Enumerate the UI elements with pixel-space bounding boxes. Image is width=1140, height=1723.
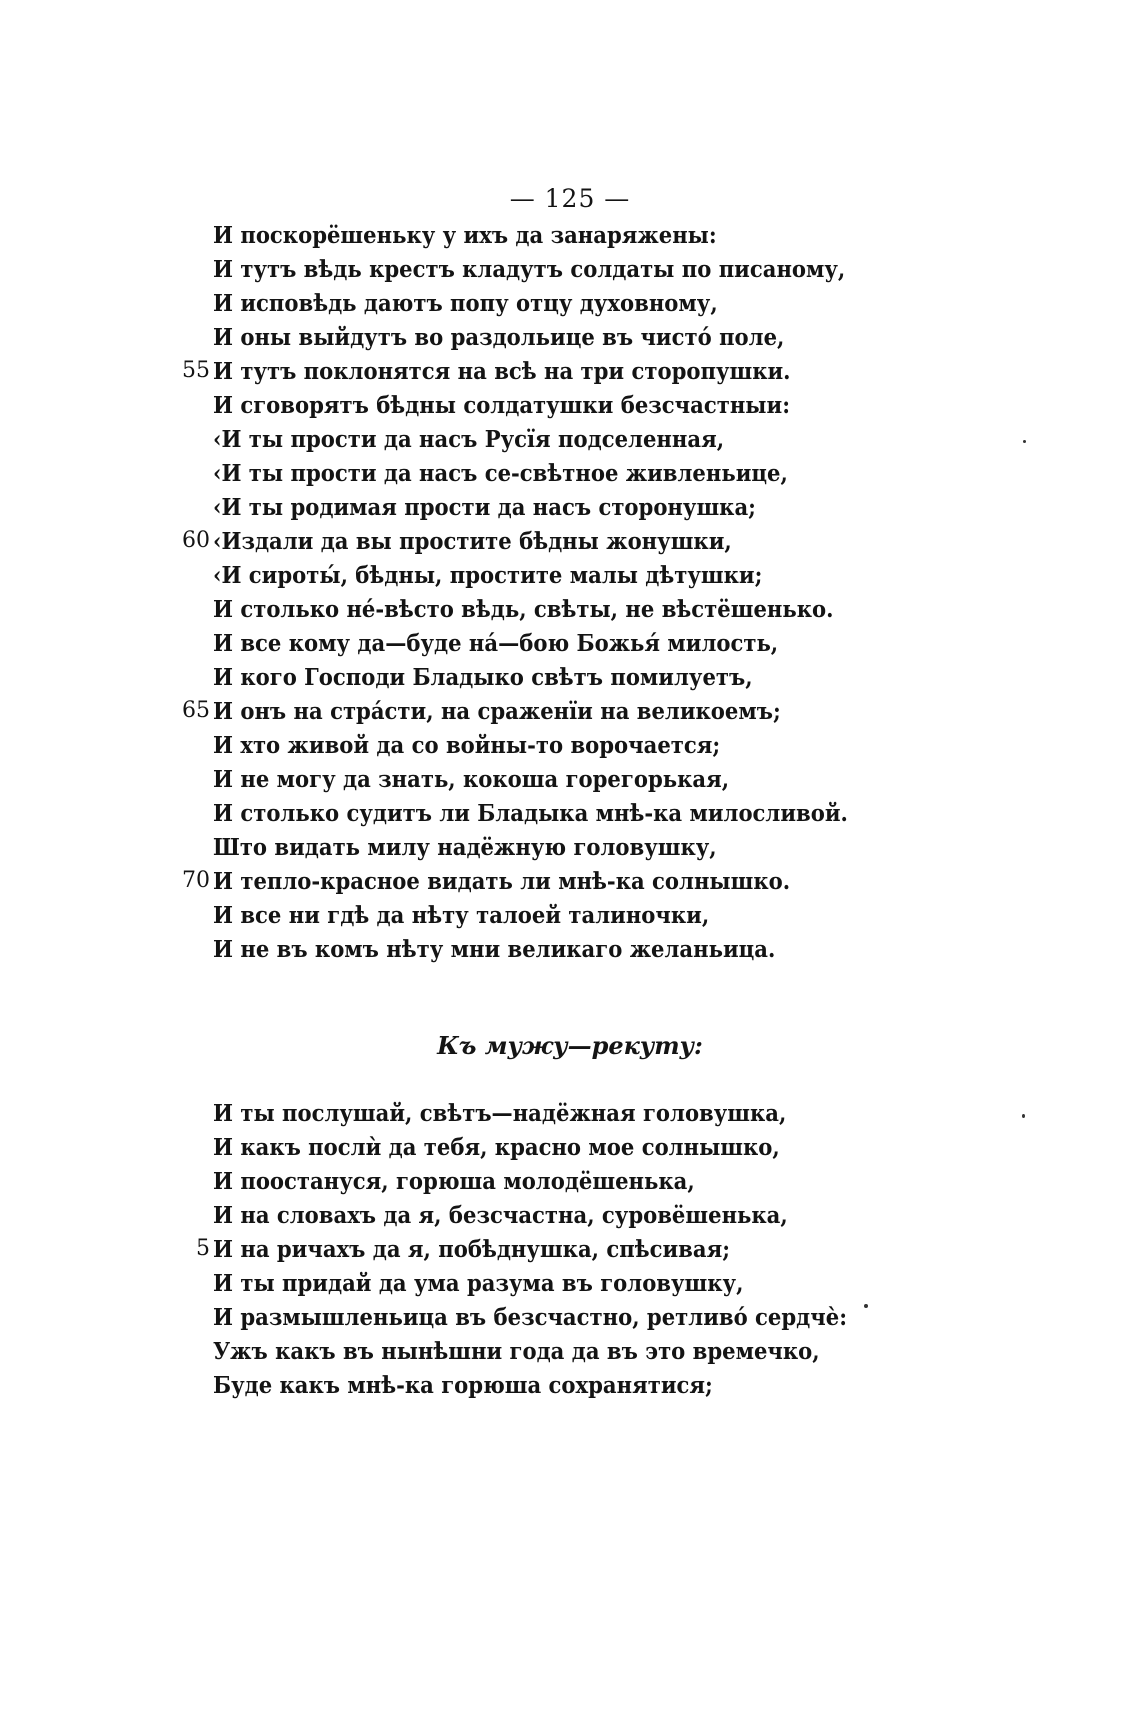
- verse-text: И все кому да—буде на́—бою Божья́ милость,: [213, 629, 779, 657]
- verse-line: [0, 1368, 1140, 1402]
- verse-text: И хто живой да со войны-то ворочается;: [213, 731, 721, 759]
- section-heading: Къ мужу—рекуту:: [437, 1031, 703, 1060]
- verse-text: ‹И ты прости да насъ се-свѣтное живленьице,: [213, 459, 788, 487]
- verse-line: [0, 218, 1140, 252]
- verse-line: [0, 898, 1140, 932]
- verse-line: [0, 1130, 1140, 1164]
- verse-text: И оны выйдутъ во раздольице въ чисто́ поле,: [213, 323, 785, 351]
- verse-line: [0, 388, 1140, 422]
- verse-text: И исповѣдь даютъ попу отцу духовному,: [213, 289, 718, 317]
- line-number: 65: [182, 698, 210, 723]
- verse-block-second: [0, 1096, 1140, 1402]
- page-number: — 125 —: [509, 184, 631, 213]
- verse-line: [0, 1096, 1140, 1130]
- verse-line: [0, 490, 1140, 524]
- verse-line: [0, 252, 1140, 286]
- verse-line: [0, 354, 1140, 388]
- verse-line: [0, 320, 1140, 354]
- verse-text: И онъ на стра́сти, на сраженїи на великоемъ;: [213, 697, 781, 725]
- verse-text: И ты послушай, свѣтъ—надёжная головушка,: [213, 1099, 787, 1127]
- verse-line: [0, 728, 1140, 762]
- verse-line: [0, 830, 1140, 864]
- verse-line: [0, 1266, 1140, 1300]
- line-number: 55: [182, 358, 210, 383]
- verse-text: И поостануся, горюша молодёшенька,: [213, 1167, 695, 1195]
- print-speck: [864, 1304, 868, 1308]
- verse-line: [0, 286, 1140, 320]
- verse-line: [0, 456, 1140, 490]
- verse-text: И не могу да знать, кокоша горегорькая,: [213, 765, 730, 793]
- line-number: 70: [182, 868, 210, 893]
- verse-text: Ужъ какъ въ нынѣшни года да въ это времечко,: [213, 1337, 820, 1365]
- verse-line: [0, 422, 1140, 456]
- verse-text: И размышленьица въ безсчастно, ретливо́ сердчѐ:: [213, 1303, 848, 1331]
- verse-line: [0, 592, 1140, 626]
- verse-line: [0, 1198, 1140, 1232]
- verse-text: Буде какъ мнѣ-ка горюша сохранятися;: [213, 1371, 713, 1399]
- verse-text: И ты придай да ума разума въ головушку,: [213, 1269, 744, 1297]
- verse-line: [0, 762, 1140, 796]
- verse-line: [0, 626, 1140, 660]
- line-number: 60: [182, 528, 210, 553]
- verse-line: [0, 660, 1140, 694]
- print-speck: [1023, 440, 1026, 443]
- verse-text: И тутъ вѣдь крестъ кладутъ солдаты по писаному,: [213, 255, 846, 283]
- verse-text: ‹Издали да вы простите бѣдны жонушки,: [213, 527, 732, 555]
- verse-line: [0, 558, 1140, 592]
- verse-text: И все ни гдѣ да нѣту талоей талиночки,: [213, 901, 710, 929]
- verse-text: И поскорёшеньку у ихъ да занаряжены:: [213, 221, 717, 249]
- verse-line: [0, 1232, 1140, 1266]
- verse-line: [0, 524, 1140, 558]
- verse-text: И какъ послѝ да тебя, красно мое солнышко,: [213, 1133, 780, 1161]
- verse-text: ‹И сироты́, бѣдны, простите малы дѣтушки;: [213, 561, 763, 589]
- verse-text: Што видать милу надёжную головушку,: [213, 833, 717, 861]
- verse-text: И не въ комъ нѣту мни великаго желаньица.: [213, 935, 776, 963]
- verse-line: [0, 1300, 1140, 1334]
- verse-line: [0, 796, 1140, 830]
- verse-text: И столько судитъ ли Бладыка мнѣ-ка милосливой.: [213, 799, 848, 827]
- line-number: 5: [196, 1236, 210, 1261]
- verse-line: [0, 1334, 1140, 1368]
- verse-text: И тепло-красное видать ли мнѣ-ка солнышко.: [213, 867, 791, 895]
- verse-text: И на словахъ да я, безсчастна, суровёшенька,: [213, 1201, 788, 1229]
- verse-text: И на ричахъ да я, побѣднушка, спѣсивая;: [213, 1235, 731, 1263]
- verse-text: И столько не́-вѣсто вѣдь, свѣты, не вѣстёшенько.: [213, 595, 834, 623]
- print-speck: [1022, 1114, 1025, 1118]
- verse-text: И тутъ поклонятся на всѣ на три сторопушки.: [213, 357, 791, 385]
- verse-text: ‹И ты прости да насъ Русїя подселенная,: [213, 425, 725, 453]
- verse-text: И сговорятъ бѣдны солдатушки безсчастныи:: [213, 391, 790, 419]
- verse-line: [0, 932, 1140, 966]
- verse-line: [0, 694, 1140, 728]
- verse-line: [0, 864, 1140, 898]
- verse-line: [0, 1164, 1140, 1198]
- verse-text: ‹И ты родимая прости да насъ сторонушка;: [213, 493, 756, 521]
- verse-text: И кого Господи Бладыко свѣтъ помилуетъ,: [213, 663, 753, 691]
- verse-block-first: [0, 218, 1140, 966]
